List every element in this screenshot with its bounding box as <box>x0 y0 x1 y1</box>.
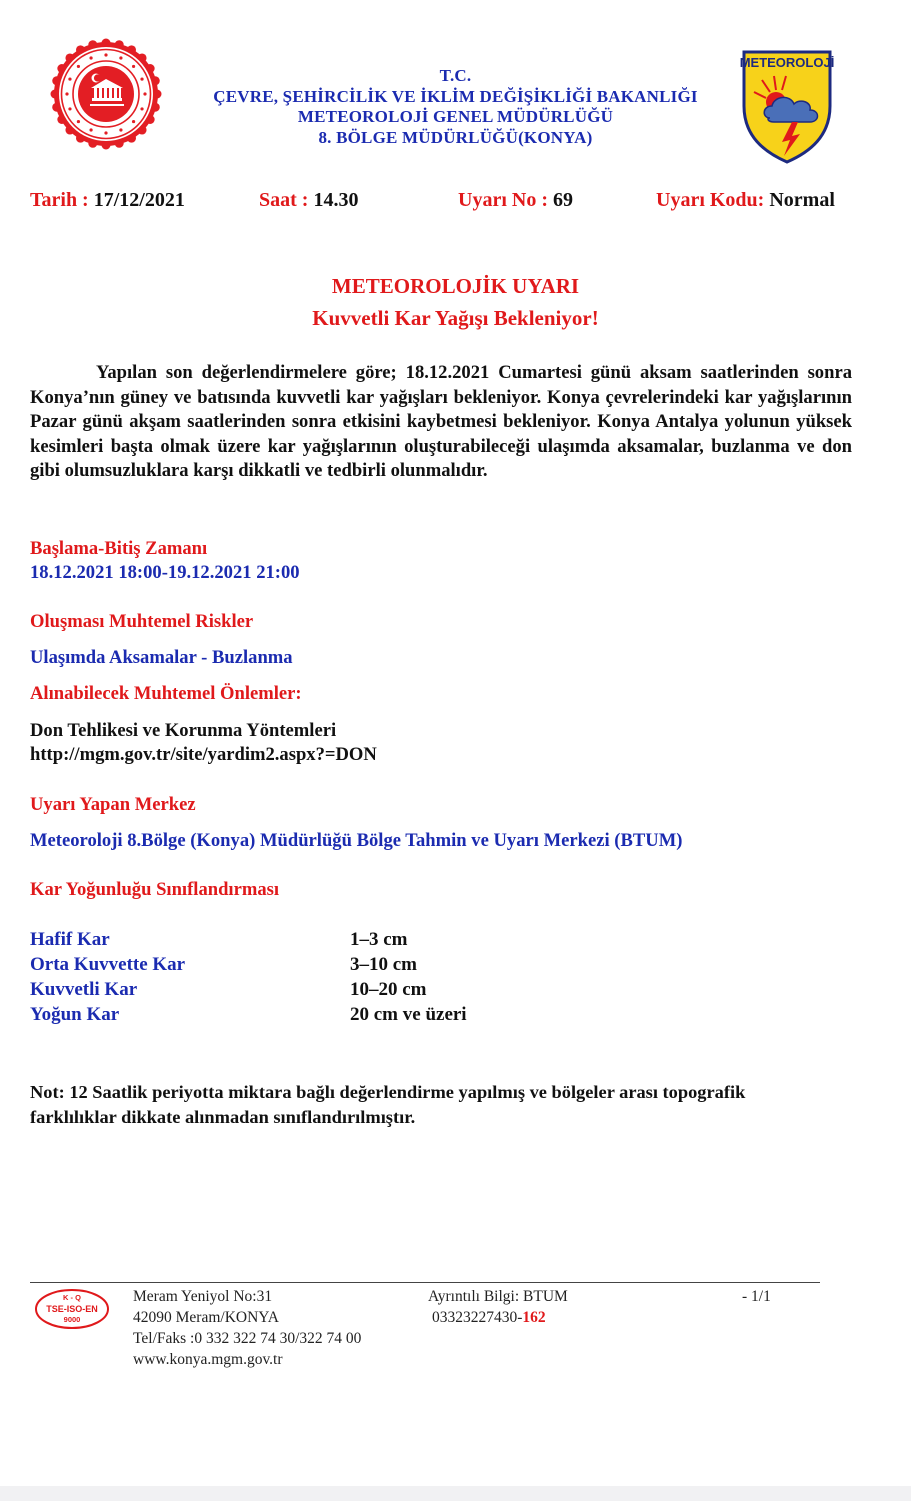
snow-class-range: 10–20 cm <box>350 979 427 1000</box>
measures-heading: Alınabilecek Muhtemel Önlemler: <box>30 683 302 704</box>
header-ministry: ÇEVRE, ŞEHİRCİLİK VE İKLİM DEĞİŞİKLİĞİ BAKANLIĞI <box>213 87 698 106</box>
date-field <box>30 189 185 212</box>
footer-address-1: Meram Yeniyol No:31 <box>133 1288 273 1305</box>
snow-class-row <box>30 979 590 1004</box>
header-country: T.C. <box>439 66 472 85</box>
header-directorate: METEOROLOJİ GENEL MÜDÜRLÜĞÜ <box>297 107 614 126</box>
footer-divider <box>30 1282 820 1283</box>
bottom-band <box>0 1486 911 1501</box>
snow-class-range: 1–3 cm <box>350 929 408 950</box>
snow-class-range: 3–10 cm <box>350 954 418 975</box>
footer-address-2: 42090 Meram/KONYA <box>133 1309 279 1326</box>
snow-class-row <box>30 1004 590 1029</box>
snow-class-row <box>30 929 590 954</box>
time-value: 14.30 <box>313 189 359 211</box>
time-range: 18.12.2021 18:00-19.12.2021 21:00 <box>30 562 300 583</box>
header-region: 8. BÖLGE MÜDÜRLÜĞÜ(KONYA) <box>318 128 593 147</box>
warning-number-value: 69 <box>552 189 573 211</box>
warning-code-field <box>656 189 835 212</box>
footer-info-phone <box>432 1307 546 1328</box>
footer-website[interactable]: www.konya.mgm.gov.tr <box>133 1351 283 1368</box>
time-heading: Başlama-Bitiş Zamanı <box>30 538 208 559</box>
warning-title: METEOROLOJİK UYARI <box>331 274 580 298</box>
measures-link[interactable]: http://mgm.gov.tr/site/yardim2.aspx?=DON <box>30 744 377 765</box>
footer-info-label: Ayrıntılı Bilgi: BTUM <box>428 1288 568 1305</box>
risks-heading: Oluşması Muhtemel Riskler <box>30 611 254 632</box>
time-field <box>259 189 358 212</box>
snow-class-name: Kuvvetli Kar <box>30 979 138 1000</box>
time-label: Saat : <box>259 189 314 211</box>
warning-code-value: Normal <box>769 189 835 211</box>
warning-subtitle: Kuvvetli Kar Yağışı Bekleniyor! <box>312 306 599 330</box>
date-label: Tarih : <box>30 189 94 211</box>
badge-line-3: 9000 <box>63 1315 81 1324</box>
center-value: Meteoroloji 8.Bölge (Konya) Müdürlüğü Bölge Tahmin ve Uyarı Merkezi (BTUM) <box>30 830 683 851</box>
footer-phone: Tel/Faks :0 332 322 74 30/322 74 00 <box>133 1330 362 1347</box>
warning-code-label: Uyarı Kodu: <box>656 189 770 211</box>
date-value: 17/12/2021 <box>93 189 185 211</box>
classification-note: Not: 12 Saatlik periyotta miktara bağlı değerlendirme yapılmış ve bölgeler arası topografik farklılıklar dikkate alınmadan sınıflandırılmıştır. <box>30 1082 746 1127</box>
badge-line-2: TSE-ISO-EN <box>46 1304 98 1314</box>
footer-info-extension: 162 <box>522 1309 546 1326</box>
warning-body: Yapılan son değerlendirmelere göre; 18.12.2021 Cumartesi günü aksam saatlerinden sonra Konya’nın güney ve batısında kuvvetli kar yağışları bekleniyor. Konya çevrelerindeki kar yağışlarının Pazar günü akşam saatlerinden sonra etkisini kaybetmesi bekleniyor. Konya Antalya yolunun yüksek kesimleri başta olmak üzere kar yağışlarının oluşturabileceği ulaşımda aksamalar, buzlanma ve don gibi olumsuzluklara karşı dikkatli ve tedbirli olunmalıdır. <box>30 362 852 482</box>
footer-info-number: 03323227430- <box>432 1309 523 1326</box>
warning-number-label: Uyarı No : <box>458 189 553 211</box>
logo-text: METEOROLOJİ <box>740 55 834 70</box>
snow-class-name: Hafif Kar <box>30 929 110 950</box>
snow-class-name: Yoğun Kar <box>30 1004 120 1025</box>
badge-line-1: K - Q <box>63 1293 81 1302</box>
snow-class-range: 20 cm ve üzeri <box>350 1004 467 1025</box>
center-heading: Uyarı Yapan Merkez <box>30 794 196 815</box>
snow-class-name: Orta Kuvvette Kar <box>30 954 186 975</box>
snow-class-row <box>30 954 590 979</box>
classification-heading: Kar Yoğunluğu Sınıflandırması <box>30 879 280 900</box>
page-number: - 1/1 <box>742 1288 771 1305</box>
warning-number-field <box>458 189 573 212</box>
tse-certification-badge <box>33 1288 111 1330</box>
risks-value: Ulaşımda Aksamalar - Buzlanma <box>30 647 293 668</box>
measures-text: Don Tehlikesi ve Korunma Yöntemleri <box>30 720 337 741</box>
